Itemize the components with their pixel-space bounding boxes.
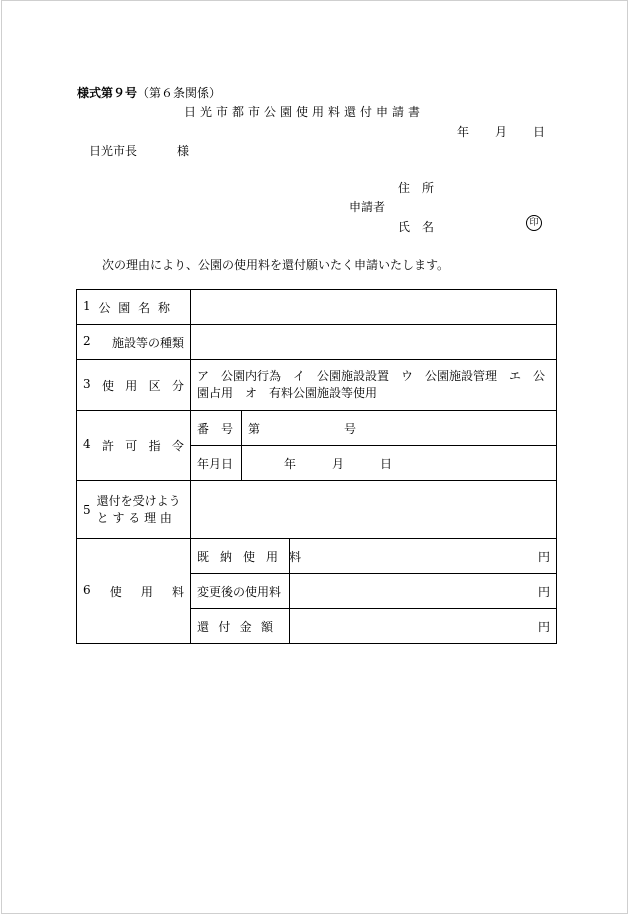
- document-title: 日光市都市公園使用料還付申請書: [184, 105, 425, 119]
- refund-reason-field[interactable]: [191, 481, 557, 539]
- paid-fee-label: 既 納 使 用 料: [191, 539, 290, 574]
- refund-amount-label: 還 付 金 額: [191, 609, 290, 644]
- address-label: 住 所: [398, 181, 435, 195]
- row-facility-type: [77, 325, 557, 360]
- facility-type-field[interactable]: [191, 325, 557, 360]
- revised-fee-label: 変更後の使用料: [191, 574, 290, 609]
- refund-amount-field[interactable]: 円: [290, 609, 557, 644]
- row-refund-reason: [77, 481, 557, 539]
- paid-fee-field[interactable]: 円: [290, 539, 557, 574]
- usage-category-options[interactable]: ア 公園内行為 イ 公園施設設置 ウ 公園施設管理 エ 公 園占用 オ 有料公園施設等使用: [191, 360, 557, 411]
- row-label: 3 使 用 区 分: [77, 360, 191, 411]
- row-paid-fee: [77, 539, 557, 574]
- permit-number-label: 番 号: [191, 411, 242, 446]
- park-name-field[interactable]: [191, 290, 557, 325]
- row-label: 4 許 可 指 令: [77, 411, 191, 481]
- application-date: 年 月 日: [457, 125, 546, 139]
- row-label: 2 施設等の種類: [77, 325, 191, 360]
- permit-date-field[interactable]: 年 月 日: [242, 446, 557, 481]
- row-usage-category: [77, 360, 557, 411]
- name-label: 氏 名: [398, 220, 435, 234]
- permit-date-label: 年月日: [191, 446, 242, 481]
- revised-fee-field[interactable]: 円: [290, 574, 557, 609]
- seal-mark: 印: [526, 215, 542, 231]
- addressee: 日光市長 様: [89, 144, 190, 158]
- intro-text: 次の理由により、公園の使用料を還付願いたく申請いたします。: [102, 258, 450, 272]
- row-label: 5 還付を受けよう と す る 理 由: [77, 481, 191, 539]
- row-label: 1 公 園 名 称: [77, 290, 191, 325]
- row-permit-number: [77, 411, 557, 446]
- permit-number-field[interactable]: 第 号: [242, 411, 557, 446]
- application-table: [76, 289, 557, 644]
- row-label: 6 使 用 料: [77, 539, 191, 644]
- form-number: 様式第９号（第６条関係）: [77, 86, 222, 100]
- row-park-name: [77, 290, 557, 325]
- applicant-label: 申請者: [349, 200, 386, 214]
